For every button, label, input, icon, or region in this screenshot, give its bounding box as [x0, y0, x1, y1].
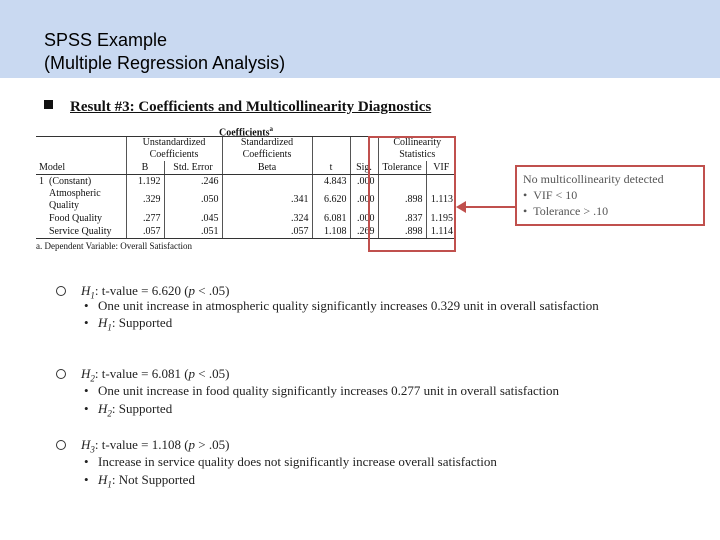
- col-b: B: [126, 161, 164, 175]
- table-title: [36, 122, 456, 139]
- table-row: Atmospheric Quality .329 .050 .341 6.620 .000 .898 1.113: [36, 188, 456, 212]
- col-model: Model: [36, 161, 126, 175]
- result-heading: Result #3: Coefficients and Multicollinearity Diagnostics: [70, 99, 432, 115]
- table-row: 1 (Constant) 1.192 .246 4.843 .000: [36, 175, 456, 189]
- slide-title-line1: SPSS Example: [44, 30, 168, 50]
- hypothesis-bullet: • Increase in service quality does not significantly increase overall satisfaction: [84, 454, 497, 469]
- callout-title: No multicollinearity detected: [523, 172, 664, 186]
- slide-title: [44, 29, 285, 75]
- table-footnote: a. Dependent Variable: Overall Satisfaction: [36, 241, 193, 251]
- table-title-sup: a: [269, 125, 274, 133]
- collinearity-highlight-box: [368, 136, 456, 252]
- slide-title-line2: (Multiple Regression Analysis): [44, 53, 286, 73]
- hypothesis-verdict: • $H_1$: Supported: [84, 315, 173, 333]
- table-row: Service Quality .057 .051 .057 1.108 .269 .898 1.114: [36, 225, 456, 239]
- circle-bullet-icon: [56, 286, 66, 296]
- hypothesis-result: $H_3$: t-value = 1.108 (p > .05): [81, 437, 230, 455]
- circle-bullet-icon: [56, 369, 66, 379]
- arrow-left-icon: [456, 195, 516, 215]
- callout-item: • Tolerance > .10: [523, 204, 609, 218]
- hypothesis-block-1: [56, 283, 656, 348]
- hypothesis-verdict: • $H_1$: Not Supported: [84, 472, 195, 490]
- hypothesis-bullet: • One unit increase in atmospheric quality significantly increases 0.329 unit in overall satisfaction: [84, 298, 599, 313]
- hypothesis-block-3: [56, 437, 656, 492]
- square-bullet-icon: [44, 100, 53, 109]
- hypothesis-block-2: [56, 366, 676, 418]
- col-sig: Sig.: [350, 161, 378, 175]
- collinearity-header: Collinearity Statistics: [378, 137, 456, 162]
- col-vif: VIF: [426, 161, 456, 175]
- table-title-text: Coefficients: [218, 127, 270, 139]
- hypothesis-bullet: • One unit increase in food quality significantly increases 0.277 unit in overall satisfaction: [84, 383, 560, 398]
- table-row: Food Quality .277 .045 .324 6.081 .000 .837 1.195: [36, 212, 456, 225]
- col-tolerance: Tolerance: [378, 161, 426, 175]
- hypothesis-verdict: • $H_2$: Supported: [84, 401, 173, 419]
- col-t: t: [312, 161, 350, 175]
- standardized-header: Standardized Coefficients: [222, 137, 312, 162]
- col-beta: Beta: [222, 161, 312, 175]
- multicollinearity-callout: [515, 165, 705, 226]
- hypothesis-result: $H_1$: t-value = 6.620 (p < .05): [81, 283, 230, 301]
- slide-header: [0, 0, 720, 78]
- circle-bullet-icon: [56, 440, 66, 450]
- col-std-error: Std. Error: [164, 161, 222, 175]
- callout-item: • VIF < 10: [523, 188, 578, 202]
- unstandardized-header: Unstandardized Coefficients: [126, 137, 222, 162]
- hypothesis-result: $H_2$: t-value = 6.081 (p < .05): [81, 366, 230, 384]
